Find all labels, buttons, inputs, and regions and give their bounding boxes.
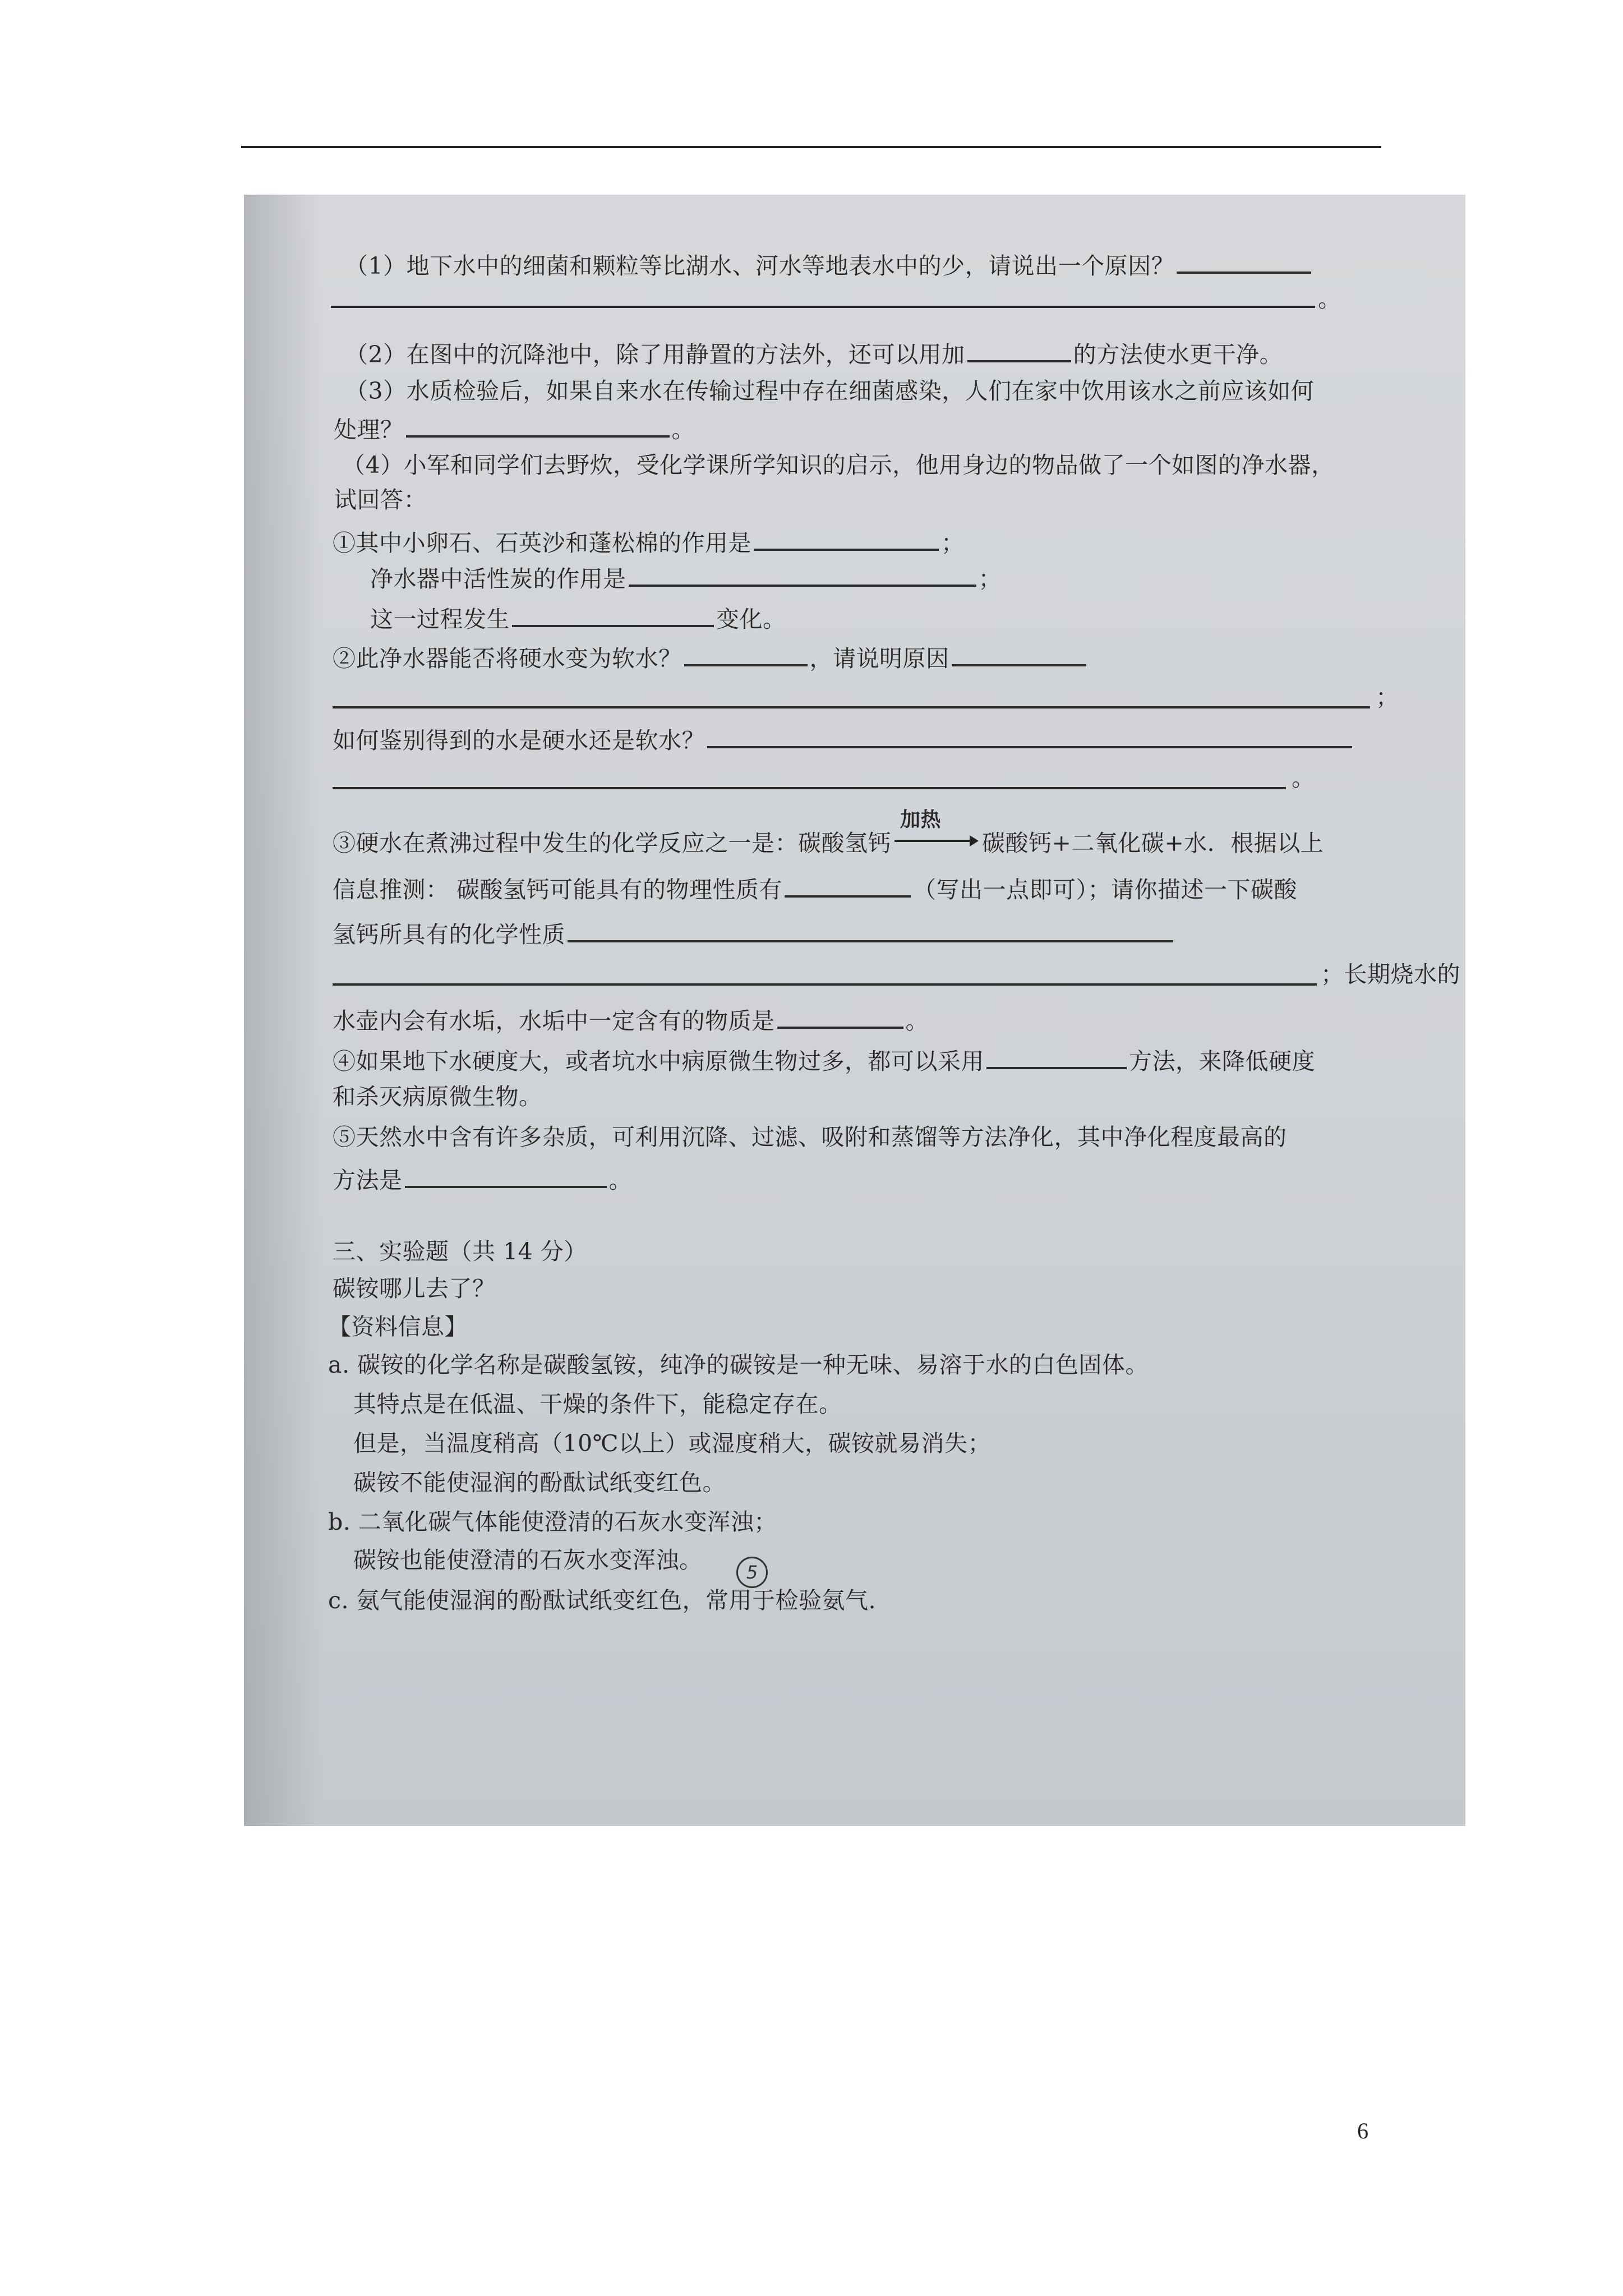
sub-question-4b: 和杀灭病原微生物。 [333,1083,542,1110]
sub-question-1c-text: 这一过程发生 [370,605,510,633]
sub-question-1b [370,564,1002,591]
reaction-arrow [895,808,979,851]
answer-blank [684,643,808,666]
punctuation: 。 [608,1166,632,1194]
answer-line [333,706,1370,708]
sub-question-3 [333,808,1324,857]
answer-blank [707,725,1352,748]
punctuation: 。 [671,416,695,443]
info-a-3: 但是，当温度稍高（10℃以上）或湿度稍大，碳铵就易消失； [353,1430,992,1457]
sub-question-1 [333,528,965,555]
info-b-1: b. 二氧化碳气体能使澄清的石灰水变浑浊； [328,1508,777,1535]
sub-question-4-text: ④如果地下水硬度大，或者坑水中病原微生物过多，都可以采用 [333,1047,984,1075]
sub-question-2b [333,725,1354,752]
answer-blank [967,339,1071,362]
answer-line [331,306,1315,308]
question-1 [345,251,1313,278]
question-2 [345,339,1283,366]
section-3-heading: 三、实验题（共 14 分） [333,1238,587,1265]
sub-question-1c [370,604,786,631]
reaction-condition: 加热 [900,808,942,831]
answer-blank [952,643,1086,666]
sub-question-5b-text: 方法是 [333,1166,403,1194]
answer-blank [568,919,1173,942]
sub-question-3b [333,875,1297,901]
answer-blank [512,604,714,627]
sub-question-2-text: ②此净水器能否将硬水变为软水？ [333,645,682,672]
sub-question-3c-text: 氢钙所具有的化学性质 [333,921,565,948]
question-2-text: （2）在图中的沉降池中，除了用静置的方法外，还可以用加 [345,341,965,368]
scanned-exam-photo [244,195,1465,1826]
sub-question-4 [333,1046,1315,1073]
sub-question-3e-text: 水壶内会有水垢，水垢中一定含有的物质是 [333,1007,775,1034]
info-c-1: c. 氨气能使湿润的酚酞试纸变红色，常用于检验氨气. [328,1587,877,1614]
question-4-cont: 试回答： [334,486,427,513]
punctuation: 。 [1292,765,1315,792]
question-4: （4）小军和同学们去野炊，受化学课所学知识的启示，他用身边的物品做了一个如图的净水器， [342,452,1335,478]
sub-question-1b-text: 净水器中活性炭的作用是 [370,565,626,592]
answer-blank [986,1046,1127,1069]
info-b-2: 碳铵也能使澄清的石灰水变浑浊。 [353,1547,703,1573]
sub-question-2b-text: 如何鉴别得到的水是硬水还是软水？ [333,726,705,754]
page-number: 6 [1357,2118,1368,2143]
sub-question-5b [333,1165,632,1192]
answer-blank [1177,251,1311,274]
scan-page-marker: 5 [736,1557,768,1588]
info-a-4: 碳铵不能使湿润的酚酞试纸变红色。 [353,1469,726,1496]
experiment-topic: 碳铵哪儿去了？ [333,1275,496,1302]
punctuation: ； [978,565,1002,592]
punctuation: ； [1376,684,1399,711]
answer-blank [406,415,670,438]
sub-question-3d-end: ；长期烧水的 [1321,961,1460,988]
answer-line [333,983,1317,986]
answer-blank [754,528,939,551]
answer-line [333,787,1286,789]
info-a-1: a. 碳铵的化学名称是碳酸氢铵，纯净的碳铵是一种无味、易溶于水的白色固体。 [328,1351,1149,1378]
question-3: （3）水质检验后，如果自来水在传输过程中存在细菌感染，人们在家中饮用该水之前应该如何 [345,378,1315,404]
info-heading: 【资料信息】 [328,1313,468,1340]
sub-question-4-text-2: 方法，来降低硬度 [1129,1047,1315,1075]
sub-question-2 [333,643,1089,670]
sub-question-3e [333,1006,929,1033]
question-3-cont [334,415,695,441]
answer-blank [629,564,976,587]
sub-question-1-text: ①其中小卵石、石英沙和蓬松棉的作用是 [333,529,751,556]
question-2-text-end: 的方法使水更干净。 [1073,341,1283,368]
info-a-2: 其特点是在低温、干燥的条件下，能稳定存在。 [353,1391,842,1418]
answer-blank [785,875,911,898]
punctuation: ； [941,529,965,556]
punctuation: 。 [1318,286,1341,312]
reaction-products: 碳酸钙+二氧化碳+水．根据以上 [982,830,1324,857]
sub-question-3c [333,919,1175,946]
sub-question-1c-end: 变化。 [716,605,786,633]
sub-question-3b-text-2: （写出一点即可）；请你描述一下碳酸 [913,876,1298,903]
question-3-text: 处理？ [334,416,404,443]
punctuation: 。 [905,1007,929,1034]
sub-question-5: ⑤天然水中含有许多杂质，可利用沉降、过滤、吸附和蒸馏等方法净化，其中净化程度最高的 [333,1124,1287,1151]
sub-question-3b-text: 信息推测： 碳酸氢钙可能具有的物理性质有 [333,876,783,903]
question-1-text: （1）地下水中的细菌和颗粒等比湖水、河水等地表水中的少，请说出一个原因？ [345,252,1175,279]
sub-question-2-mid: ，请说明原因 [809,645,949,672]
answer-blank [777,1006,903,1029]
sub-question-3-text: ③硬水在煮沸过程中发生的化学反应之一是：碳酸氢钙 [333,830,891,857]
header-rule [241,146,1381,148]
answer-blank [405,1165,607,1188]
